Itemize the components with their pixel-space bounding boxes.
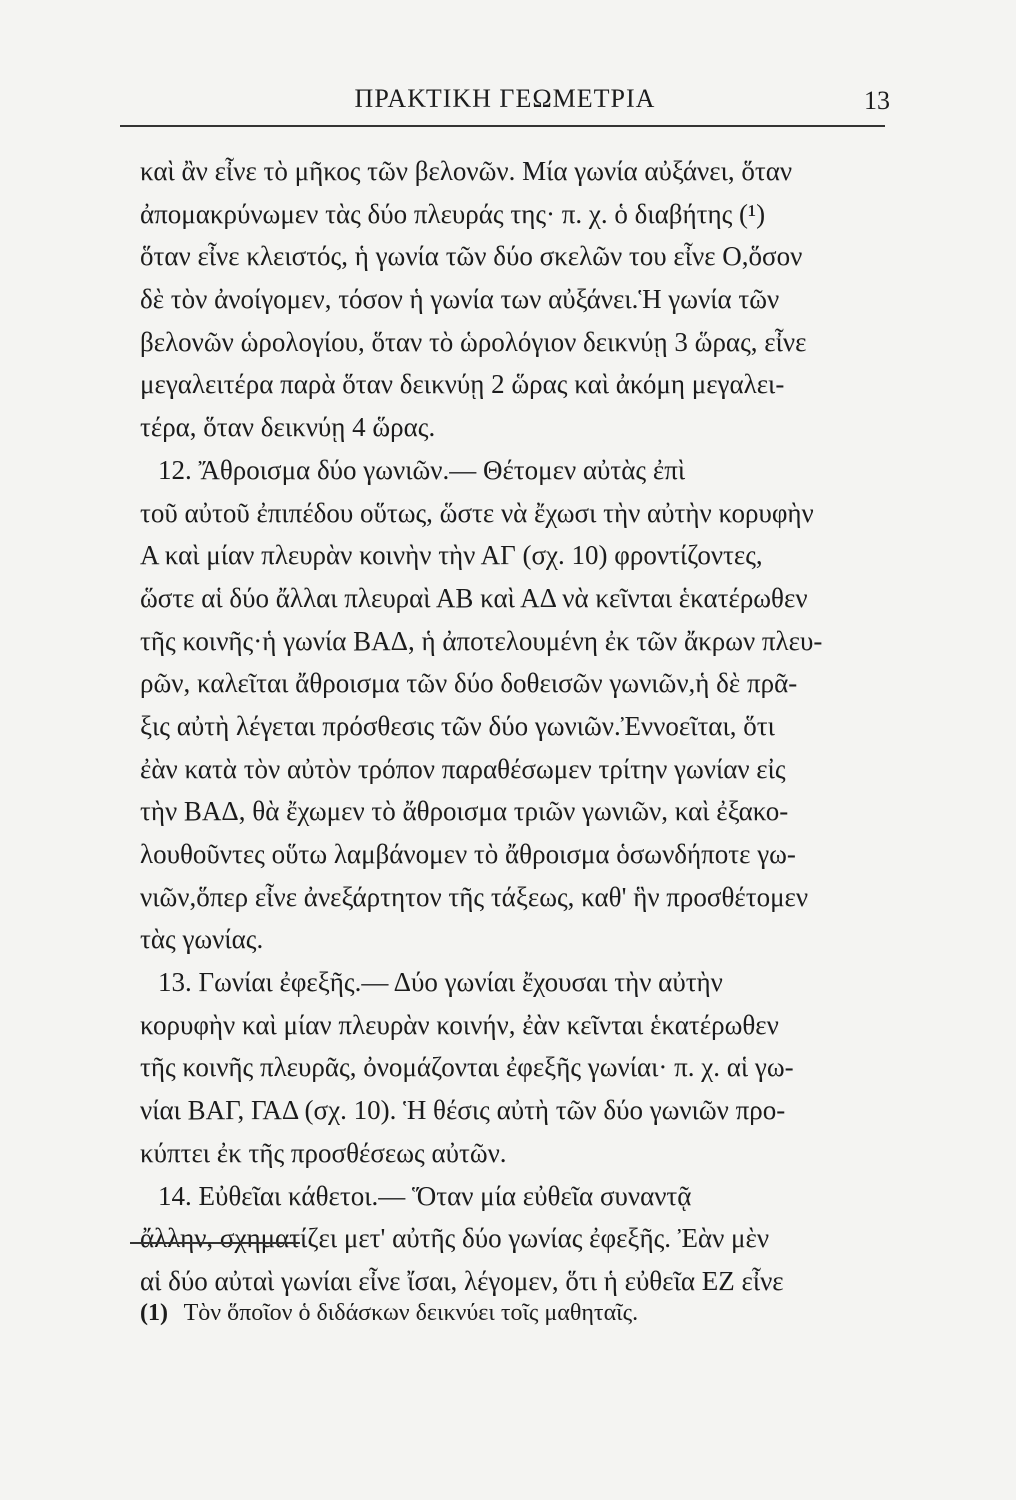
text-line: λουθοῦντες οὕτω λαμβάνομεν τὸ ἄθροισμα ὁσωνδήποτε γω- [140,839,796,869]
footnote-rule [130,1242,300,1244]
text-line: νιῶν,ὅπερ εἶνε ἀνεξάρτητον τῆς τάξεως, καθ' ἣν προσθέτομεν [140,881,809,912]
section-12-line: 12. Ἄθροισμα δύο γωνιῶν.— Θέτομεν αὐτὰς ἐπὶ [158,454,686,485]
footnote-text: Τὸν ὅποῖον ὁ διδάσκων δεικνύει τοῖς μαθηταῖς. [183,1300,639,1326]
page-header [120,80,890,120]
text-line: αἱ δύο αὐταὶ γωνίαι εἶνε ἴσαι, λέγομεν, ὅτι ἡ εὐθεῖα ΕΖ εἶνε [140,1265,784,1296]
section-14-line: 14. Εὐθεῖαι κάθετοι.— Ὅταν μία εὐθεῖα συναντᾷ [158,1180,692,1211]
text-line: ὅταν εἶνε κλειστός, ἡ γωνία τῶν δύο σκελῶν του εἶνε Ο,ὅσον [140,241,803,272]
text-line: τὰς γωνίας. [140,924,264,955]
text-line: τῆς κοινῆς·ἡ γωνία ΒΑΔ, ἡ ἀποτελουμένη ἐκ τῶν ἄκρων πλευ- [140,625,823,656]
footnote [140,1300,880,1327]
body-text [140,150,890,1303]
text-line: τῆς κοινῆς πλευρᾶς, ὀνομάζονται ἐφεξῆς γωνίαι· π. χ. αἱ γω- [140,1052,794,1083]
text-line: Α καὶ μίαν πλευρὰν κοινὴν τὴν ΑΓ (σχ. 10) φροντίζοντες, [140,540,763,571]
text-line: βελονῶν ὡρολογίου, ὅταν τὸ ὡρολόγιον δεικνύῃ 3 ὥρας, εἶνε [140,326,807,357]
header-rule [120,125,885,127]
text-line: τέρα, ὅταν δεικνύῃ 4 ὥρας. [140,412,436,443]
text-line: ὥστε αἱ δύο ἄλλαι πλευραὶ ΑΒ καὶ ΑΔ νὰ κεῖνται ἑκατέρωθεν [140,582,808,613]
text-line: τὴν ΒΑΔ, θὰ ἔχωμεν τὸ ἄθροισμα τριῶν γωνιῶν, καὶ ἐξακο- [140,796,789,827]
text-line: νίαι ΒΑΓ, ΓΑΔ (σχ. 10). Ἡ θέσις αὐτὴ τῶν δύο γωνιῶν προ- [140,1095,786,1126]
text-line: κύπτει ἐκ τῆς προσθέσεως αὐτῶν. [140,1137,507,1168]
section-13-line: 13. Γωνίαι ἐφεξῆς.— Δύο γωνίαι ἔχουσαι τὴν αὐτὴν [158,967,723,998]
text-line: καὶ ἂν εἶνε τὸ μῆκος τῶν βελονῶν. Μία γωνία αὐξάνει, ὅταν [140,156,793,186]
text-line: ξις αὐτὴ λέγεται πρόσθεσις τῶν δύο γωνιῶν.Ἐννοεῖται, ὅτι [140,710,775,741]
text-line: μεγαλειτέρα παρὰ ὅταν δεικνύῃ 2 ὥρας καὶ ἀκόμη μεγαλει- [140,369,785,400]
text-line: κορυφὴν καὶ μίαν πλευρὰν κοινήν, ἐὰν κεῖνται ἑκατέρωθεν [140,1009,779,1040]
text-line: ρῶν, καλεῖται ἄθροισμα τῶν δύο δοθεισῶν γωνιῶν,ἡ δὲ πρᾶ- [140,668,798,699]
text-line: ἀπομακρύνωμεν τὰς δύο πλευράς της· π. χ. ὁ διαβήτης (¹) [140,198,766,229]
text-line: δὲ τὸν ἀνοίγομεν, τόσον ἡ γωνία των αὐξάνει.Ἡ γωνία τῶν [140,284,780,315]
text-line: τοῦ αὐτοῦ ἐπιπέδου οὕτως, ὥστε νὰ ἔχωσι τὴν αὐτὴν κορυφὴν [140,497,814,528]
running-title: ΠΡΑΚΤΙΚΗ ΓΕΩΜΕΤΡΙΑ [354,84,656,113]
footnote-marker: (1) [140,1300,168,1326]
page-number: 13 [864,86,890,115]
text-line: ἐὰν κατὰ τὸν αὐτὸν τρόπον παραθέσωμεν τρίτην γωνίαν εἰς [140,753,786,784]
text-line: ἄλλην, σχηματίζει μετ' αὐτῆς δύο γωνίας ἐφεξῆς. Ἐὰν μὲν [140,1223,770,1254]
